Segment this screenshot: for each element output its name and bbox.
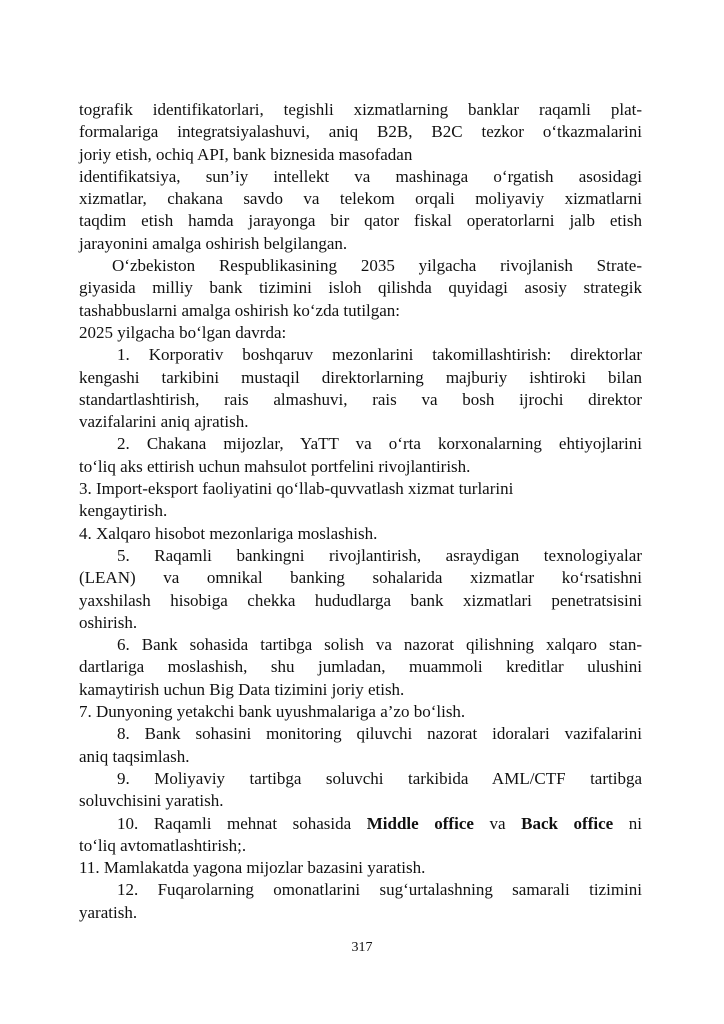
text-line: xizmatlar, chakana savdo va telekom orqali moliyaviy xizmatlarni [79, 189, 642, 209]
text-line: giyasida milliy bank tizimini isloh qilishda quyidagi asosiy strategik [79, 278, 642, 298]
list-item-7-line: 7. Dunyoning yetakchi bank uyushmalariga a’zo bo‘lish. [79, 702, 466, 722]
text-line: to‘liq avtomatlashtirish;. [79, 835, 247, 855]
text-line: taqdim etish hamda jarayonga bir qator fiskal operatorlarni jalb etish [79, 211, 642, 231]
text-line: dartlariga moslashish, shu jumladan, muammoli kreditlar ulushini [79, 657, 642, 677]
text-line: joriy etish, ochiq API, bank biznesida masofadan [79, 144, 413, 164]
item10-prefix: 10. Raqamli mehnat sohasida [117, 813, 367, 833]
text-line: tashabbuslarni amalga oshirish ko‘zda tutilgan: [79, 300, 401, 320]
page-number: 317 [351, 940, 373, 955]
text-line: vazifalarini aniq ajratish. [79, 412, 249, 432]
list-item-3-line: 3. Import-eksport faoliyatini qo‘llab-quvvatlash xizmat turlarini [79, 479, 514, 499]
text-line: soluvchisini yaratish. [79, 791, 224, 811]
page-body [79, 99, 642, 924]
text-line: kengaytirish. [79, 501, 168, 521]
text-line: aniq taqsimlash. [79, 746, 190, 766]
list-item-1-line: 1. Korporativ boshqaruv mezonlarini takomillashtirish: direktorlar [117, 345, 642, 365]
text-line: (LEAN) va omnikal banking sohalarida xizmatlar ko‘rsatishni [79, 568, 642, 588]
text-line: identifikatsiya, sun’iy intellekt va mashinaga o‘rgatish asosidagi [79, 166, 642, 186]
list-item-4-line: 4. Xalqaro hisobot mezonlariga moslashish. [79, 523, 378, 543]
text-line: yaratish. [79, 902, 138, 922]
item10-middle: va [473, 813, 522, 833]
text-line: kamaytirish uchun Big Data tizimini joriy etish. [79, 679, 405, 699]
text-line: tografik identifikatorlari, tegishli xizmatlarning banklar raqamli plat- [79, 100, 642, 119]
list-item-2-line: 2. Chakana mijozlar, YaTT va o‘rta korxonalarning ehtiyojlarini [117, 434, 642, 454]
text-line: formalariga integratsiyalashuvi, aniq B2B, B2C tezkor o‘tkazmalarini [79, 122, 642, 142]
list-item-12-line: 12. Fuqarolarning omonatlarini sug‘urtalashning samarali tizimini [117, 880, 642, 900]
text-line: yaxshilash hisobiga chekka hududlarga bank xizmatlari penetratsisini [79, 590, 642, 610]
text-line: standartlashtirish, rais almashuvi, rais va bosh ijrochi direktor [79, 389, 642, 409]
list-item-5-line: 5. Raqamli bankingni rivojlantirish, asraydigan texnologiyalar [117, 545, 642, 565]
text-line: oshirish. [79, 612, 138, 632]
text-line: to‘liq aks ettirish uchun mahsulot portfelini rivojlantirish. [79, 456, 471, 476]
list-item-8-line: 8. Bank sohasini monitoring qiluvchi nazorat idoralari vazifalarini [117, 724, 642, 744]
text-line: kengashi tarkibini mustaqil direktorlarning majburiy ishtiroki bilan [79, 367, 642, 387]
list-item-11-line: 11. Mamlakatda yagona mijozlar bazasini yaratish. [79, 858, 426, 878]
item10-bold-middle-office: Middle office [366, 813, 474, 833]
item10-bold-back-office: Back office [521, 813, 614, 833]
item10-suffix: ni [613, 813, 642, 833]
text-line: O‘zbekiston Respublikasining 2035 yilgacha rivojlanish Strate- [112, 256, 642, 276]
text-line: 2025 yilgacha bo‘lgan davrda: [79, 322, 287, 342]
list-item-6-line: 6. Bank sohasida tartibga solish va nazorat qilishning xalqaro stan- [117, 635, 642, 655]
list-item-10-line [79, 813, 642, 835]
list-item-9-line: 9. Moliyaviy tartibga soluvchi tarkibida AML/CTF tartibga [117, 768, 642, 788]
text-line: jarayonini amalga oshirish belgilangan. [79, 233, 348, 253]
